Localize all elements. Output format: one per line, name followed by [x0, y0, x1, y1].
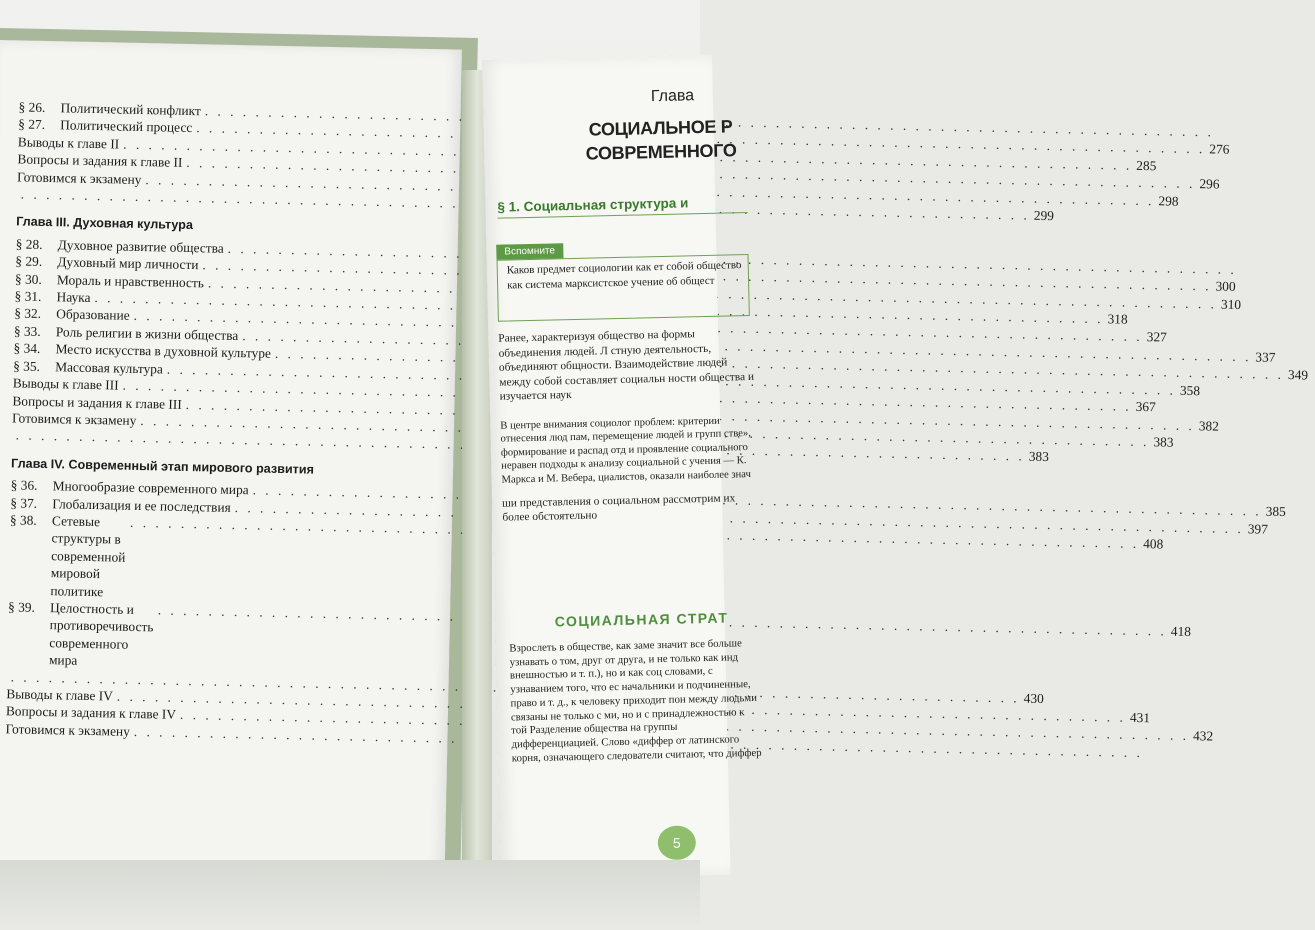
section-title: § 1. Социальная структура и [497, 194, 747, 219]
toc-page-number: 296 [1199, 176, 1220, 192]
toc-entry-title: Глобализация и ее последствия [52, 495, 231, 515]
toc-section-number: § 29. [15, 253, 43, 270]
toc-page-number: 300 [1215, 278, 1236, 295]
toc-page-number: 385 [1265, 503, 1286, 520]
toc-page-number: 431 [1129, 709, 1151, 726]
toc-section-number: § 33. [13, 323, 41, 339]
toc-page-number: 432 [1192, 728, 1214, 744]
toc-entry-title: Готовимся к экзамену [11, 410, 137, 428]
toc-entry-title: Вопросы и задания к главе IV [5, 703, 177, 723]
toc-entry-title: Выводы к главе III [12, 375, 119, 393]
paragraph-1: Ранее, характеризуя общество на формы объединения людей. Л стную деятельность, объединяют общности. Взаимодействие людей между собой составляет социальн ности общества и изучается наук [498, 328, 755, 404]
toc-entry-title: Политический конфликт [60, 100, 201, 119]
toc-section-number: § 32. [14, 305, 42, 322]
toc-section-number: § 36. [10, 477, 38, 494]
chapter-3-heading: Глава III. Духовная культура [16, 214, 194, 233]
toc-page-number: 310 [1220, 296, 1242, 312]
paragraph-small: В центре внимания социолог проблем: критерии отнесения люд пам, перемещение людей и групп стве», формирование и распад отд и проявление социального неравен подходы к анализу социальной с учения — К. Маркса и М. Вебера, циалистов, оказали наиболее знач [500, 415, 751, 486]
toc-entry-title: Массовая культура [55, 358, 164, 377]
toc-entry-title: Выводы к главе II [17, 134, 120, 152]
toc-entry-title: Целостность и противоречивость современного мира [48, 600, 154, 668]
subheading: СОЦИАЛЬНАЯ СТРАТ [554, 609, 729, 630]
toc-section-number: § 27. [18, 116, 46, 133]
toc-page-number: 349 [1287, 367, 1309, 383]
toc-page-number: 337 [1255, 349, 1276, 365]
right-page [482, 55, 762, 880]
toc-entry-title: Многообразие современного мира [52, 478, 249, 498]
toc-entry-title: Готовимся к экзамену [16, 169, 142, 187]
toc-entry-title: Сетевые структуры в современной мировой политике [50, 513, 126, 599]
paragraph-2: ши представления о социальном рассмотрим их более обстоятельно [501, 492, 736, 525]
chapter-label: Глава [650, 87, 695, 106]
toc-entry-title: Мораль и нравственность [56, 271, 205, 290]
toc-section-number: § 35. [13, 358, 41, 374]
toc-section-number: § 38. [9, 512, 37, 528]
toc-entry-title: Выводы к главе IV [6, 686, 114, 704]
toc-entry-title: Вопросы и задания к главе II [17, 151, 183, 171]
toc-section-number: § 31. [14, 288, 42, 304]
toc-page-number: 397 [1247, 520, 1269, 537]
toc-section-number: § 39. [7, 599, 36, 615]
toc-entry [8, 511, 1164, 607]
chapter-4-heading: Глава IV. Современный этап мирового развития [10, 456, 315, 477]
toc-page-number: 276 [1209, 141, 1230, 158]
toc-page-number: 418 [1170, 623, 1192, 640]
toc-section-number: § 34. [13, 340, 41, 357]
toc-entry-title: Вопросы и задания к главе III [12, 392, 182, 412]
toc-page-number: 383 [1028, 448, 1050, 465]
toc-section-number: § 37. [10, 494, 38, 511]
toc-entry-title: Готовимся к экзамену [5, 721, 131, 739]
toc-page-number: 298 [1158, 192, 1179, 209]
toc-page-number: 327 [1146, 329, 1167, 345]
recall-text: Каков предмет социологии как ет собой общество как система марксистское учение об общест [506, 259, 742, 291]
toc-page-number: 358 [1179, 382, 1201, 398]
toc-entry-title: Место искусства в духовной культуре [55, 341, 272, 362]
toc-section-number: § 28. [15, 236, 43, 252]
toc-section-number: § 30. [14, 271, 42, 287]
toc-page-number: 318 [1107, 311, 1128, 327]
recall-tab: Вспомните [496, 243, 563, 260]
toc-entry-title: Наука [56, 289, 91, 306]
toc-entry-title: Роль религии в жизни общества [55, 324, 239, 343]
toc-section-number: § 26. [18, 99, 46, 115]
toc-page-number: 382 [1198, 417, 1220, 434]
table-surface [0, 860, 700, 930]
toc-page-number: 430 [1023, 690, 1044, 706]
toc-page-number: 408 [1143, 535, 1164, 552]
toc-entry-title: Духовный мир личности [57, 254, 199, 273]
chapter-title: СОЦИАЛЬНОЕ Р СОВРЕМЕННОГО [585, 116, 737, 164]
page-number-badge: 5 [657, 825, 696, 860]
toc-entry-title: Политический процесс [60, 117, 193, 136]
toc-entry-title: Духовное развитие общества [57, 237, 224, 256]
paragraph-3: Взрослеть в обществе, как заме значит все больше узнавать о том, друг от друга, и не только как инд внешностью и т. п.), но и как соц словами, с узнаванием того, что ес начальники и подчиненные, право и т. д., к человеку приходит пон между людьми связаны не только с ми, но и с принадлежностью к той Разделение общества на группы дифференциацией. Слово «диффер от латинского корня, означающего следователи считают, что диффер [509, 637, 762, 765]
toc-page-number: 299 [1033, 207, 1055, 224]
toc-page-number: 383 [1153, 434, 1174, 450]
toc-page-number: 367 [1135, 398, 1156, 415]
toc-entry-title: Образование [56, 306, 130, 324]
toc-page-number: 285 [1136, 157, 1157, 174]
